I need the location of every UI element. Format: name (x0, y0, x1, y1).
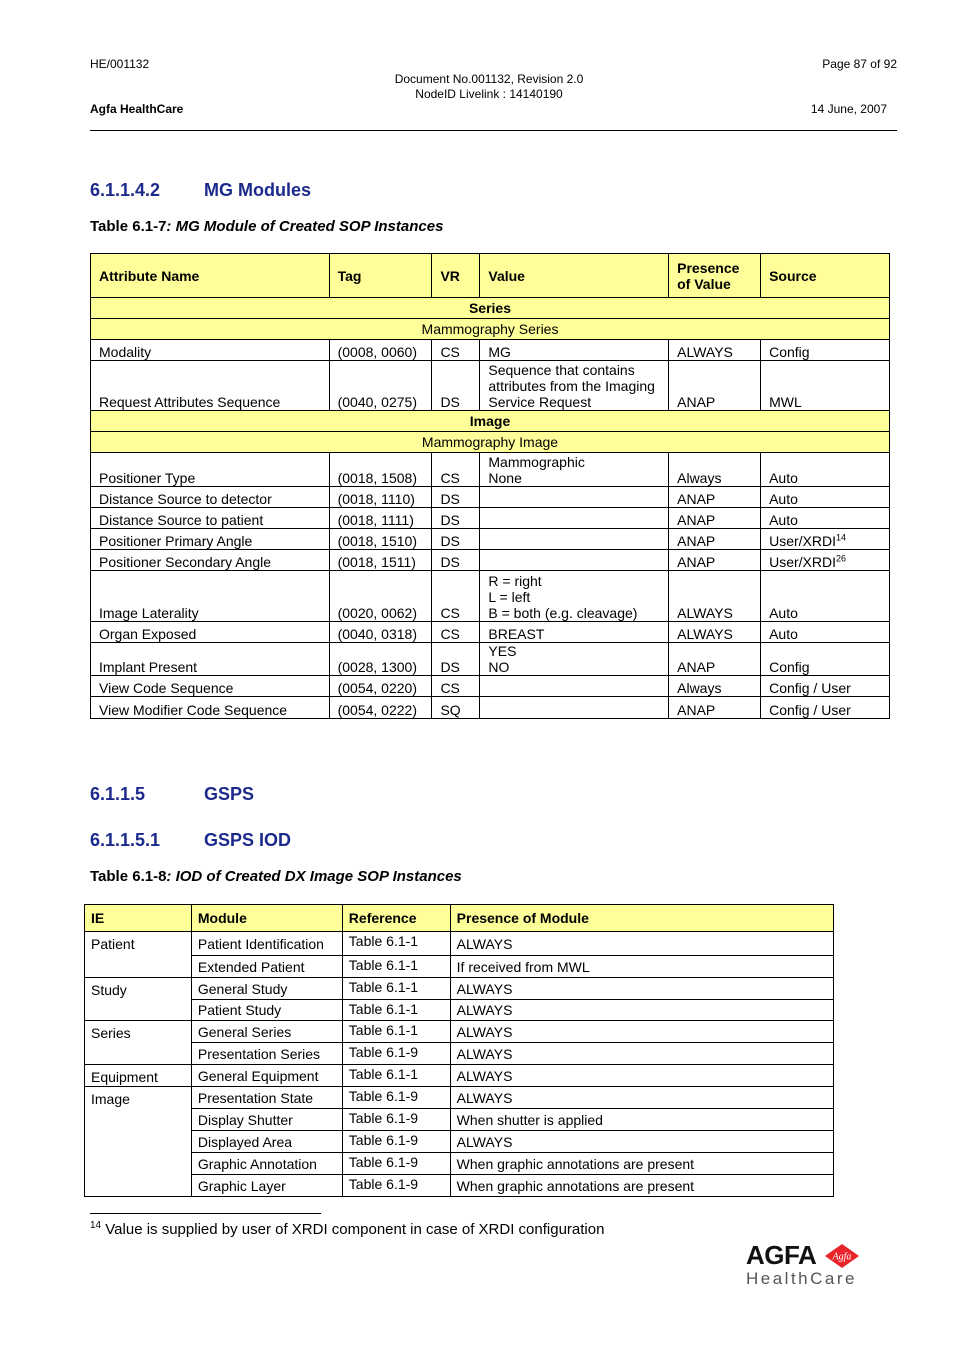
ie-cell (85, 1000, 192, 1021)
reference-cell: Table 6.1-9 (342, 1153, 450, 1175)
agfa-healthcare-logo (746, 1240, 862, 1290)
vr-cell: DS (432, 508, 480, 529)
ie-cell (85, 1153, 192, 1175)
section-title: GSPS IOD (204, 830, 292, 850)
value-cell (480, 697, 669, 719)
doc-id: HE/001132 (90, 57, 150, 71)
source-cell: Auto (761, 453, 890, 487)
table-row (91, 340, 890, 361)
reference-cell: Table 6.1-1 (342, 1065, 450, 1087)
presence-cell: Always (669, 676, 761, 697)
node-id: NodeID Livelink : 14140190 (415, 87, 563, 101)
tag-cell: (0040, 0275) (329, 361, 432, 411)
vr-cell: CS (432, 453, 480, 487)
table-row (91, 676, 890, 697)
footnote-rule (90, 1213, 321, 1214)
value-cell: R = right L = left B = both (e.g. cleavage) (480, 571, 669, 622)
presence-cell: When graphic annotations are present (450, 1153, 833, 1175)
presence-cell: ALWAYS (450, 1043, 833, 1065)
header-rule (90, 130, 897, 131)
tag-cell: (0054, 0222) (329, 697, 432, 719)
source-cell: Config (761, 340, 890, 361)
reference-cell: Table 6.1-9 (342, 1087, 450, 1109)
ie-cell (85, 1175, 192, 1197)
value-cell: Mammographic None (480, 453, 669, 487)
value-cell: YES NO (480, 643, 669, 676)
table-row (85, 1087, 834, 1109)
source-cell: Auto (761, 622, 890, 643)
source-cell: User/XRDI$^{26}$ (761, 550, 890, 571)
presence-cell: When graphic annotations are present (450, 1175, 833, 1197)
reference-cell: Table 6.1-1 (342, 978, 450, 1000)
presence-cell: ANAP (669, 697, 761, 719)
tag-cell: (0018, 1508) (329, 453, 432, 487)
column-header: Value (480, 254, 669, 298)
ie-cell: Equipment (85, 1065, 192, 1087)
attribute-name-cell: Positioner Type (91, 453, 330, 487)
column-header: VR (432, 254, 480, 298)
presence-cell: ANAP (669, 643, 761, 676)
column-header: Module (191, 905, 342, 932)
attribute-name-cell: Distance Source to patient (91, 508, 330, 529)
presence-cell: ALWAYS (669, 571, 761, 622)
attribute-name-cell: Image Laterality (91, 571, 330, 622)
table-row (85, 1021, 834, 1043)
caption-prefix: Table 6.1-8 (90, 868, 167, 885)
document-date: 14 June, 2007 (810, 102, 887, 116)
ie-cell: Series (85, 1021, 192, 1043)
section-number: 6.1.1.5.1 (90, 830, 161, 850)
presence-cell: ALWAYS (450, 1000, 833, 1021)
table-header-row (91, 254, 890, 298)
module-cell: Presentation State (191, 1087, 342, 1109)
source-cell: Config (761, 643, 890, 676)
section-title: GSPS (204, 784, 255, 804)
table-row (91, 508, 890, 529)
attribute-name-cell: View Code Sequence (91, 676, 330, 697)
tag-cell: (0008, 0060) (329, 340, 432, 361)
presence-cell: ALWAYS (450, 1087, 833, 1109)
value-cell: MG (480, 340, 669, 361)
table-row (91, 622, 890, 643)
reference-cell: Table 6.1-9 (342, 1175, 450, 1197)
source-cell: User/XRDI$^{14}$ (761, 529, 890, 550)
attribute-name-cell: View Modifier Code Sequence (91, 697, 330, 719)
caption-prefix: Table 6.1-7 (90, 218, 167, 235)
presence-cell: ALWAYS (450, 932, 833, 956)
section-heading-mg-modules (90, 180, 311, 201)
tag-cell: (0018, 1110) (329, 487, 432, 508)
table-row (85, 1065, 834, 1087)
ie-cell (85, 1109, 192, 1131)
value-cell (480, 508, 669, 529)
table-row (85, 1043, 834, 1065)
subgroup-header-mammography-series: Mammography Series (91, 319, 890, 340)
presence-cell: ANAP (669, 529, 761, 550)
table-row (91, 571, 890, 622)
value-cell (480, 550, 669, 571)
tag-cell: (0020, 0062) (329, 571, 432, 622)
presence-cell: ALWAYS (450, 1065, 833, 1087)
vr-cell: SQ (432, 697, 480, 719)
module-cell: Graphic Annotation (191, 1153, 342, 1175)
attribute-name-cell: Modality (91, 340, 330, 361)
column-header: Reference (342, 905, 450, 932)
table-row (85, 932, 834, 956)
group-header-image: Image (91, 411, 890, 432)
mg-module-table (90, 253, 890, 719)
tag-cell: (0018, 1511) (329, 550, 432, 571)
ie-cell: Patient (85, 932, 192, 956)
presence-cell: ALWAYS (450, 1131, 833, 1153)
presence-cell: ALWAYS (450, 1021, 833, 1043)
vr-cell: CS (432, 676, 480, 697)
footnote-reference[interactable]: 26 (835, 553, 846, 564)
group-header-series: Series (91, 298, 890, 319)
vr-cell: DS (432, 361, 480, 411)
module-cell: General Series (191, 1021, 342, 1043)
tag-cell: (0040, 0318) (329, 622, 432, 643)
table-row (85, 1109, 834, 1131)
tag-cell: (0018, 1510) (329, 529, 432, 550)
module-cell: Displayed Area (191, 1131, 342, 1153)
gsps-iod-table (84, 904, 834, 1197)
table-row (91, 550, 890, 571)
vr-cell: DS (432, 643, 480, 676)
ie-cell: Study (85, 978, 192, 1000)
column-header: Tag (329, 254, 432, 298)
attribute-name-cell: Organ Exposed (91, 622, 330, 643)
source-cell: Config / User (761, 697, 890, 719)
value-cell (480, 487, 669, 508)
value-cell: BREAST (480, 622, 669, 643)
caption-title: : MG Module of Created SOP Instances (166, 218, 444, 235)
attribute-name-cell: Request Attributes Sequence (91, 361, 330, 411)
section-heading-gsps-iod (90, 830, 291, 851)
presence-cell: If received from MWL (450, 956, 833, 978)
module-cell: Extended Patient (191, 956, 342, 978)
ie-cell (85, 1131, 192, 1153)
logo-badge-text: Agfa (832, 1251, 852, 1263)
attribute-name-cell: Distance Source to detector (91, 487, 330, 508)
table-row (91, 487, 890, 508)
footnote-text: Value is supplied by user of XRDI component in case of XRDI configuration (101, 1221, 605, 1238)
source-cell: Auto (761, 508, 890, 529)
table-row (91, 361, 890, 411)
document-number: Document No.001132, Revision 2.0 (394, 72, 584, 86)
company-name: Agfa HealthCare (90, 102, 184, 116)
value-cell: Sequence that contains attributes from the Imaging Service Request (480, 361, 669, 411)
table-caption-gsps (90, 868, 462, 885)
section-number: 6.1.1.4.2 (90, 180, 161, 200)
presence-cell: ALWAYS (669, 622, 761, 643)
module-cell: Patient Study (191, 1000, 342, 1021)
column-header: Attribute Name (91, 254, 330, 298)
module-cell: Presentation Series (191, 1043, 342, 1065)
value-cell (480, 676, 669, 697)
tag-cell: (0018, 1111) (329, 508, 432, 529)
table-row (91, 697, 890, 719)
table-row (85, 1131, 834, 1153)
section-heading-gsps (90, 784, 254, 805)
reference-cell: Table 6.1-1 (342, 956, 450, 978)
presence-cell: ALWAYS (669, 340, 761, 361)
subgroup-header-mammography-image: Mammography Image (91, 432, 890, 453)
reference-cell: Table 6.1-9 (342, 1043, 450, 1065)
reference-cell: Table 6.1-9 (342, 1131, 450, 1153)
table-row (91, 529, 890, 550)
page-number: Page 87 of 92 (822, 57, 897, 71)
attribute-name-cell: Positioner Secondary Angle (91, 550, 330, 571)
table-row (85, 956, 834, 978)
tag-cell: (0028, 1300) (329, 643, 432, 676)
value-cell (480, 529, 669, 550)
presence-cell: ANAP (669, 550, 761, 571)
source-cell: Auto (761, 571, 890, 622)
vr-cell: CS (432, 622, 480, 643)
table-row (85, 1000, 834, 1021)
presence-cell: Always (669, 453, 761, 487)
vr-cell: CS (432, 571, 480, 622)
presence-cell: ALWAYS (450, 978, 833, 1000)
footnote (90, 1221, 604, 1238)
caption-title: : IOD of Created DX Image SOP Instances (166, 868, 462, 885)
source-cell: Config / User (761, 676, 890, 697)
ie-cell (85, 956, 192, 978)
module-cell: Display Shutter (191, 1109, 342, 1131)
reference-cell: Table 6.1-1 (342, 1000, 450, 1021)
ie-cell (85, 1043, 192, 1065)
footnote-reference[interactable]: 14 (835, 532, 846, 543)
footnote-mark: 14 (90, 1220, 102, 1231)
table-header-row (85, 905, 834, 932)
table-row (85, 978, 834, 1000)
module-cell: General Equipment (191, 1065, 342, 1087)
vr-cell: CS (432, 340, 480, 361)
agfa-rhombus-icon (824, 1243, 860, 1269)
table-row (85, 1175, 834, 1197)
module-cell: General Study (191, 978, 342, 1000)
column-header: Presence of Module (450, 905, 833, 932)
attribute-name-cell: Implant Present (91, 643, 330, 676)
tag-cell: (0054, 0220) (329, 676, 432, 697)
presence-cell: ANAP (669, 361, 761, 411)
column-header: Source (761, 254, 890, 298)
attribute-name-cell: Positioner Primary Angle (91, 529, 330, 550)
reference-cell: Table 6.1-9 (342, 1109, 450, 1131)
module-cell: Graphic Layer (191, 1175, 342, 1197)
vr-cell: DS (432, 487, 480, 508)
presence-cell: ANAP (669, 487, 761, 508)
section-number: 6.1.1.5 (90, 784, 146, 804)
ie-cell: Image (85, 1087, 192, 1109)
presence-cell: ANAP (669, 508, 761, 529)
logo-brand: AGFA (746, 1240, 817, 1270)
reference-cell: Table 6.1-1 (342, 932, 450, 956)
vr-cell: DS (432, 529, 480, 550)
table-row (91, 453, 890, 487)
section-title: MG Modules (204, 180, 311, 200)
vr-cell: DS (432, 550, 480, 571)
table-caption-mg (90, 218, 443, 235)
column-header: IE (85, 905, 192, 932)
column-header: Presence of Value (669, 254, 761, 298)
logo-sub: HealthCare (746, 1269, 857, 1288)
module-cell: Patient Identification (191, 932, 342, 956)
presence-cell: When shutter is applied (450, 1109, 833, 1131)
source-cell: Auto (761, 487, 890, 508)
table-row (91, 643, 890, 676)
source-cell: MWL (761, 361, 890, 411)
table-row (85, 1153, 834, 1175)
reference-cell: Table 6.1-1 (342, 1021, 450, 1043)
